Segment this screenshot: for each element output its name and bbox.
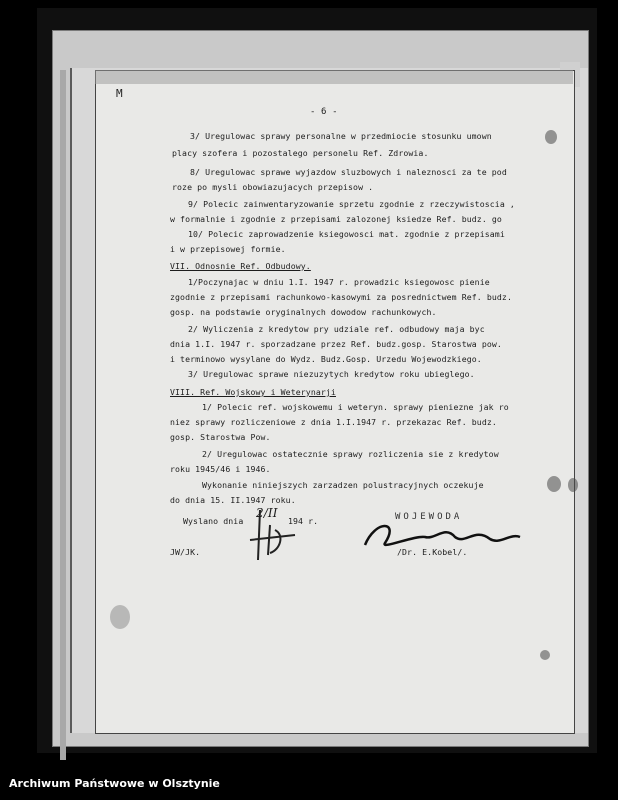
section-heading: VIII. Ref. Wojskowy i Weterynarji [170,387,336,397]
corner-mark: M [116,87,123,100]
doc-line: w formalnie i zgodnie z przepisami zalozonej ksiedze Ref. budz. go [170,214,502,224]
archive-footer: Archiwum Państwowe w Olsztynie [9,777,220,790]
doc-line: 2/ Uregulowac ostatecznie sprawy rozliczenia sie z kredytow [202,449,499,459]
doc-line: 3/ Uregulowac sprawy personalne w przedmiocie stosunku umown [190,131,492,141]
sent-label: Wyslano dnia [183,516,244,526]
doc-line: 3/ Uregulowac sprawe niezuzytych kredytow roku ubieglego. [188,369,475,379]
doc-line: gosp. na podstawie oryginalnych dowodow rachunkowych. [170,307,437,317]
section-heading: VII. Odnosnie Ref. Odbudowy. [170,261,311,271]
page-number: - 6 - [310,107,338,117]
doc-line: i terminowo wysylane do Wydz. Budz.Gosp. Urzedu Wojewodzkiego. [170,354,482,364]
doc-line: gosp. Starostwa Pow. [170,432,271,442]
page-top-shadow [95,70,573,84]
voivode-stamp: WOJEWODA [395,512,463,522]
sent-date-handwritten: 2/II [256,506,278,520]
doc-line: i w przepisowej formie. [170,244,286,254]
doc-line: roze po mysli obowiazujacych przepisow . [172,182,374,192]
doc-line: roku 1945/46 i 1946. [170,464,271,474]
signer-name: /Dr. E.Kobel/. [397,547,468,557]
doc-line: 1/Poczynajac w dniu 1.I. 1947 r. prowadzic ksiegowosc pienie [188,277,490,287]
ink-blot [545,130,557,144]
doc-line: zgodnie z przepisami rachunkowo-kasowymi za posrednictwem Ref. budz. [170,292,512,302]
doc-line: 10/ Polecic zaprowadzenie ksiegowosci mat. zgodnie z przepisami [188,229,505,239]
doc-line: Wykonanie niniejszych zarzadzen polustracyjnych oczekuje [202,480,484,490]
sent-year: 194 r. [288,516,319,526]
initials: JW/JK. [170,547,201,557]
binding-strip [60,70,66,760]
doc-line: 2/ Wyliczenia z kredytow pry udziale ref. odbudowy maja byc [188,324,485,334]
doc-line: 8/ Uregulowac sprawe wyjazdow sluzbowych i naleznosci za te pod [190,167,507,177]
doc-line: dnia 1.I. 1947 r. sporzadzane przez Ref. budz.gosp. Starostwa pow. [170,339,502,349]
doc-line: 9/ Polecic zainwentaryzowanie sprzetu zgodnie z rzeczywistoscia , [188,199,515,209]
stain [110,605,130,629]
ink-blot [568,478,578,492]
paraph [240,505,300,565]
doc-line: 1/ Polecic ref. wojskowemu i weteryn. sprawy pieniezne jak ro [202,402,509,412]
signature [355,515,525,555]
doc-line: niez sprawy rozliczeniowe z dnia 1.I.1947 r. przekazac Ref. budz. [170,417,497,427]
ink-blot [540,650,550,660]
doc-line: do dnia 15. II.1947 roku. [170,495,296,505]
doc-line: placy szofera i pozostalego personelu Ref. Zdrowia. [172,148,429,158]
ink-blot [547,476,561,492]
